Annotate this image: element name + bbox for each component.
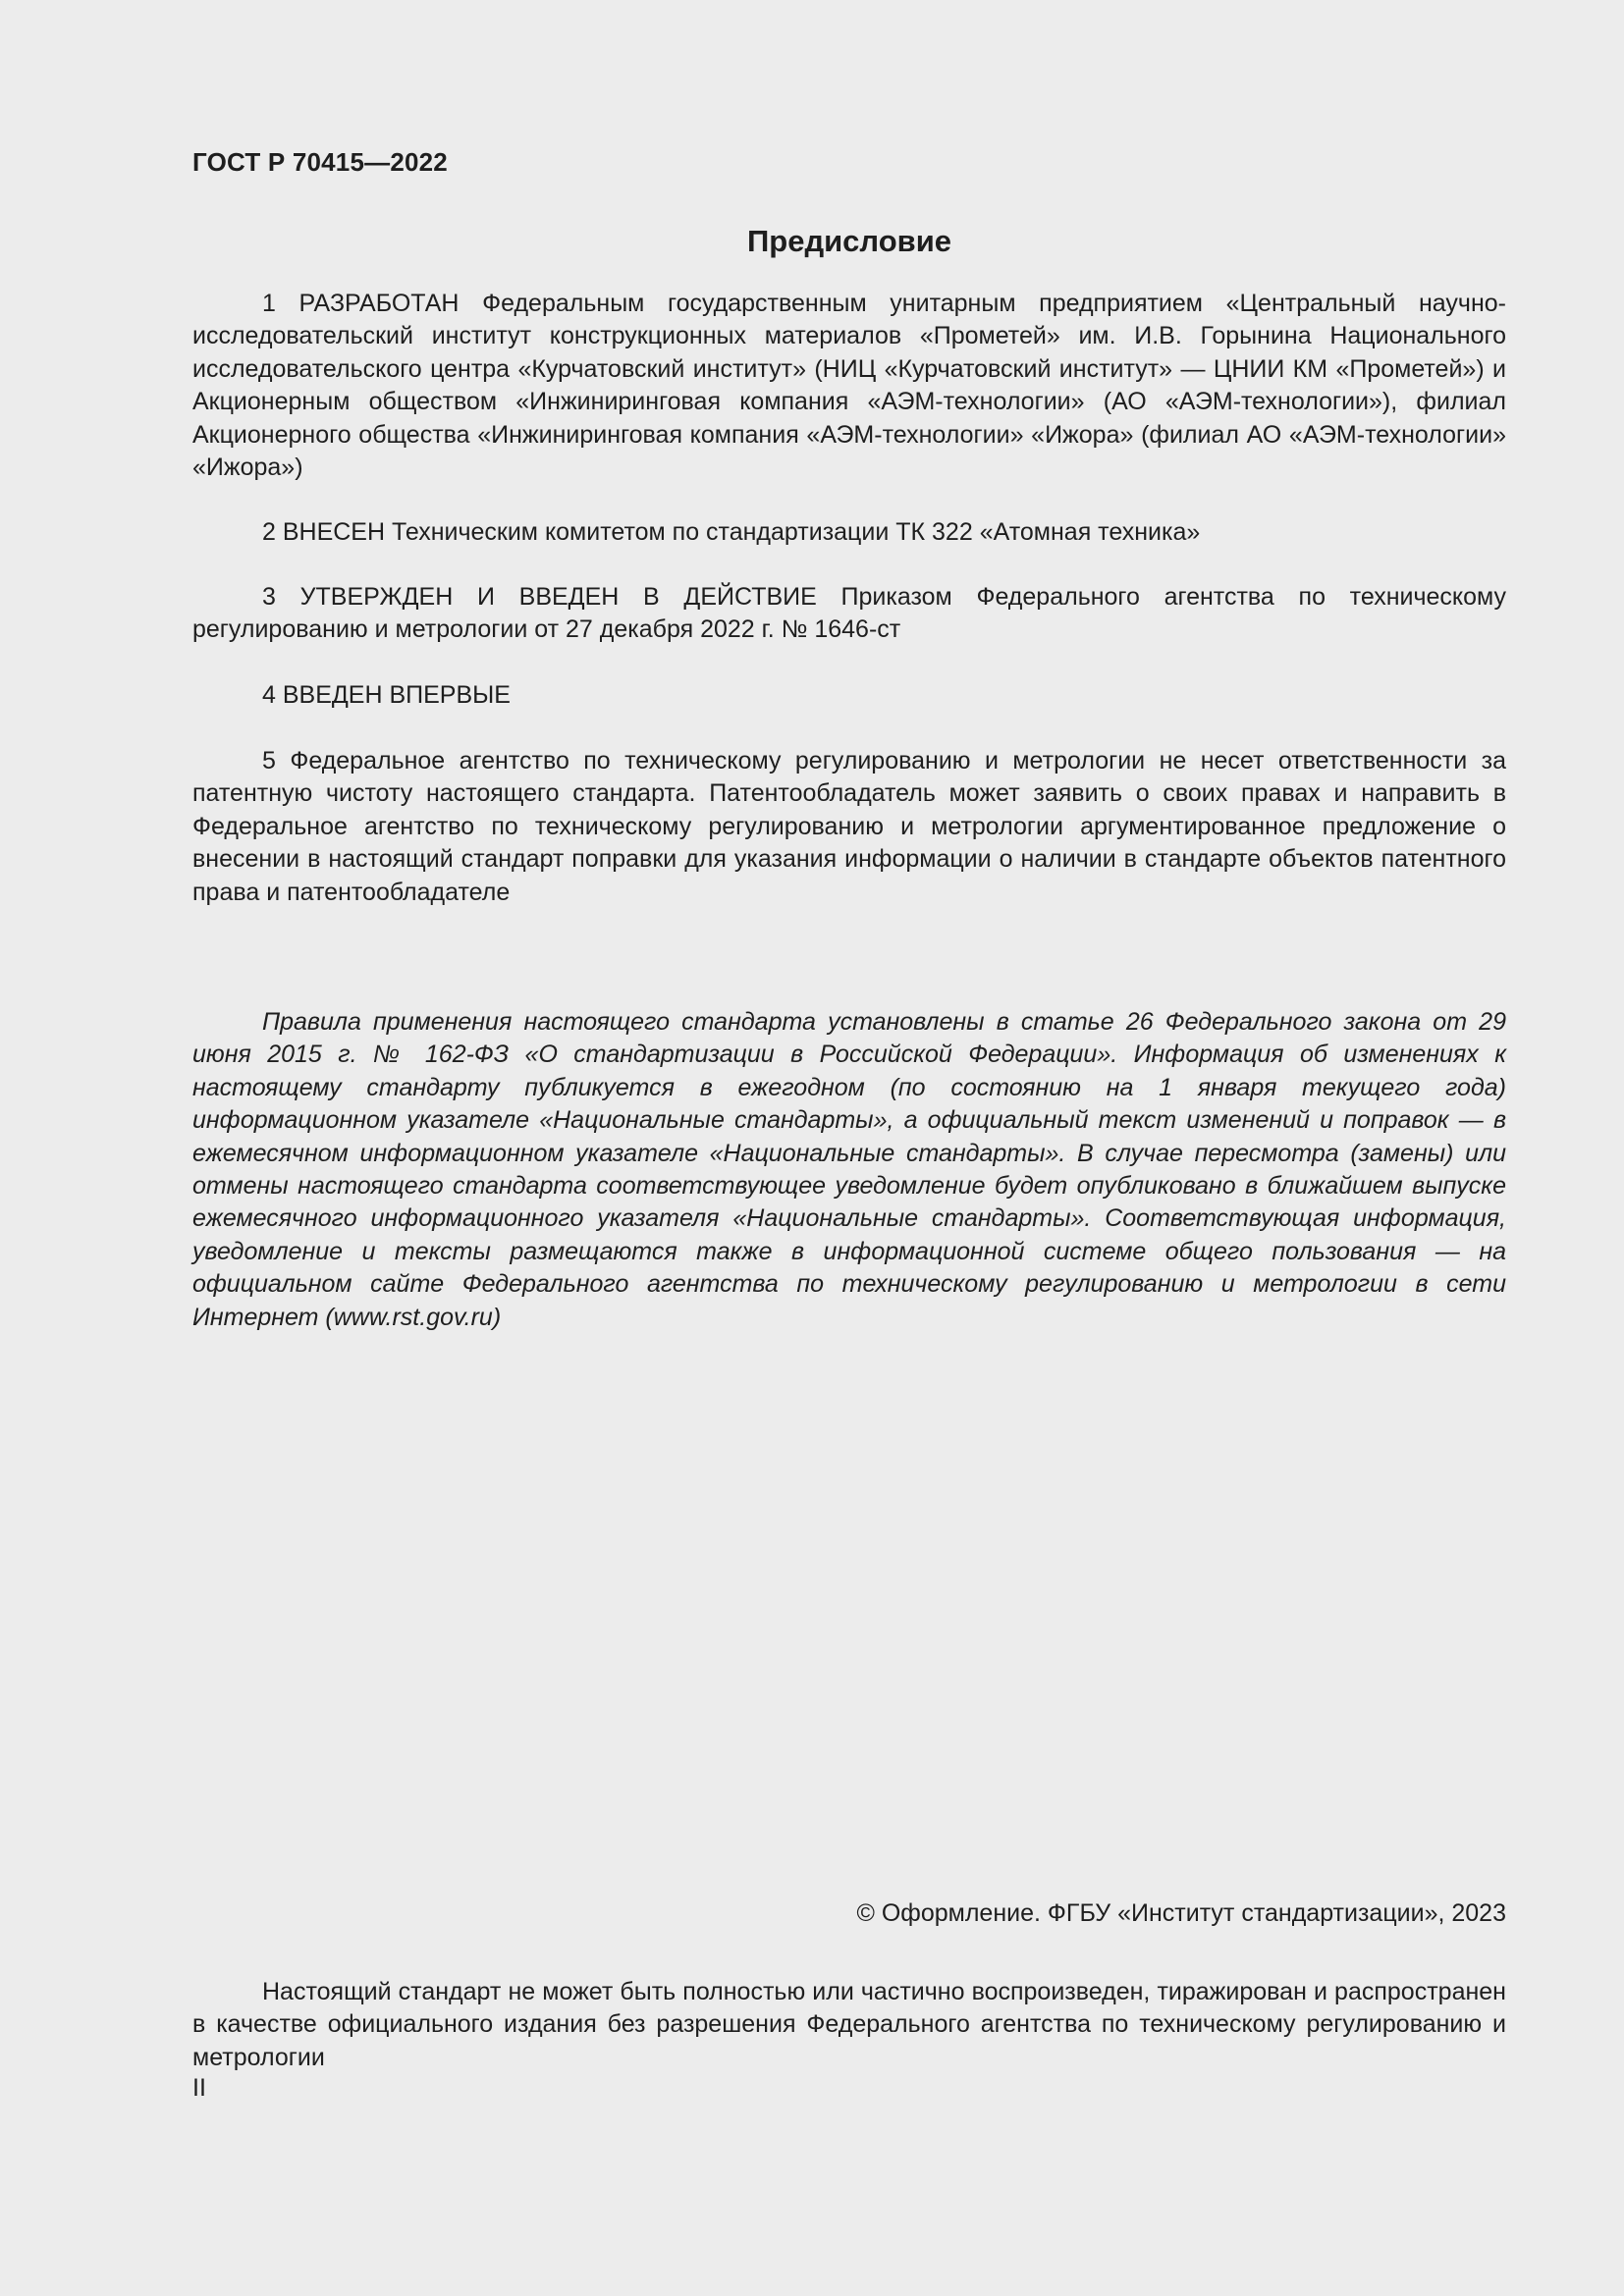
document-page xyxy=(192,0,1506,2296)
foreword-item-1: 1 РАЗРАБОТАН Федеральным государственным унитарным предприятием «Центральный научно-исследовательский институт конструкционных материалов «Прометей» им. И.В. Горынина Национального исследовательского центра «Курчатовский институт» (НИЦ «Курчатовский институт» — ЦНИИ КМ «Прометей») и Акционерным обществом «Инжиниринговая компания «АЭМ-технологии» (АО «АЭМ-технологии»), филиал Акционерного общества «Инжиниринговая компания «АЭМ-технологии» «Ижора» (филиал АО «АЭМ-технологии» «Ижора») xyxy=(192,290,1506,482)
rules-notice: Правила применения настоящего стандарта установлены в статье 26 Федерального закона от 29 июня 2015 г. № 162-ФЗ «О стандартизации в Российской Федерации». Информация об изменениях к настоящему стандарту публикуется в ежегодном (по состоянию на 1 января текущего года) информационном указателе «Национальные стандарты», а официальный текст изменений и поправок — в ежемесячном информационном указателе «Национальные стандарты». В случае пересмотра (замены) или отмены настоящего стандарта соответствующее уведомление будет опубликовано в ближайшем выпуске ежемесячного информационного указателя «Национальные стандарты». Соответствующая информация, уведомление и тексты размещаются также в информационной системе общего пользования — на официальном сайте Федерального агентства по техническому регулированию и метрологии в сети Интернет (www.rst.gov.ru) xyxy=(192,1008,1506,1331)
document-code: ГОСТ Р 70415—2022 xyxy=(192,147,448,177)
section-title: Предисловие xyxy=(746,224,951,258)
copyright-line: © Оформление. ФГБУ «Институт стандартизации», 2023 xyxy=(856,1899,1506,1927)
foreword-item-2: 2 ВНЕСЕН Техническим комитетом по стандартизации ТК 322 «Атомная техника» xyxy=(262,518,1201,546)
foreword-item-3: 3 УТВЕРЖДЕН И ВВЕДЕН В ДЕЙСТВИЕ Приказом Федерального агентства по техническому регулированию и метрологии от 27 декабря 2022 г. № 1646-ст xyxy=(192,583,1506,644)
page-number: II xyxy=(192,2074,206,2102)
reproduction-notice: Настоящий стандарт не может быть полностью или частично воспроизведен, тиражирован и распространен в качестве официального издания без разрешения Федерального агентства по техническому регулированию и метрологии xyxy=(192,1978,1506,2071)
foreword-item-5: 5 Федеральное агентство по техническому регулированию и метрологии не несет ответственности за патентную чистоту настоящего стандарта. Патентообладатель может заявить о своих правах и направить в Федеральное агентство по техническому регулированию и метрологии аргументированное предложение о внесении в настоящий стандарт поправки для указания информации о наличии в стандарте объектов патентного права и патентообладателе xyxy=(192,747,1506,906)
foreword-item-4: 4 ВВЕДЕН ВПЕРВЫЕ xyxy=(262,681,511,709)
